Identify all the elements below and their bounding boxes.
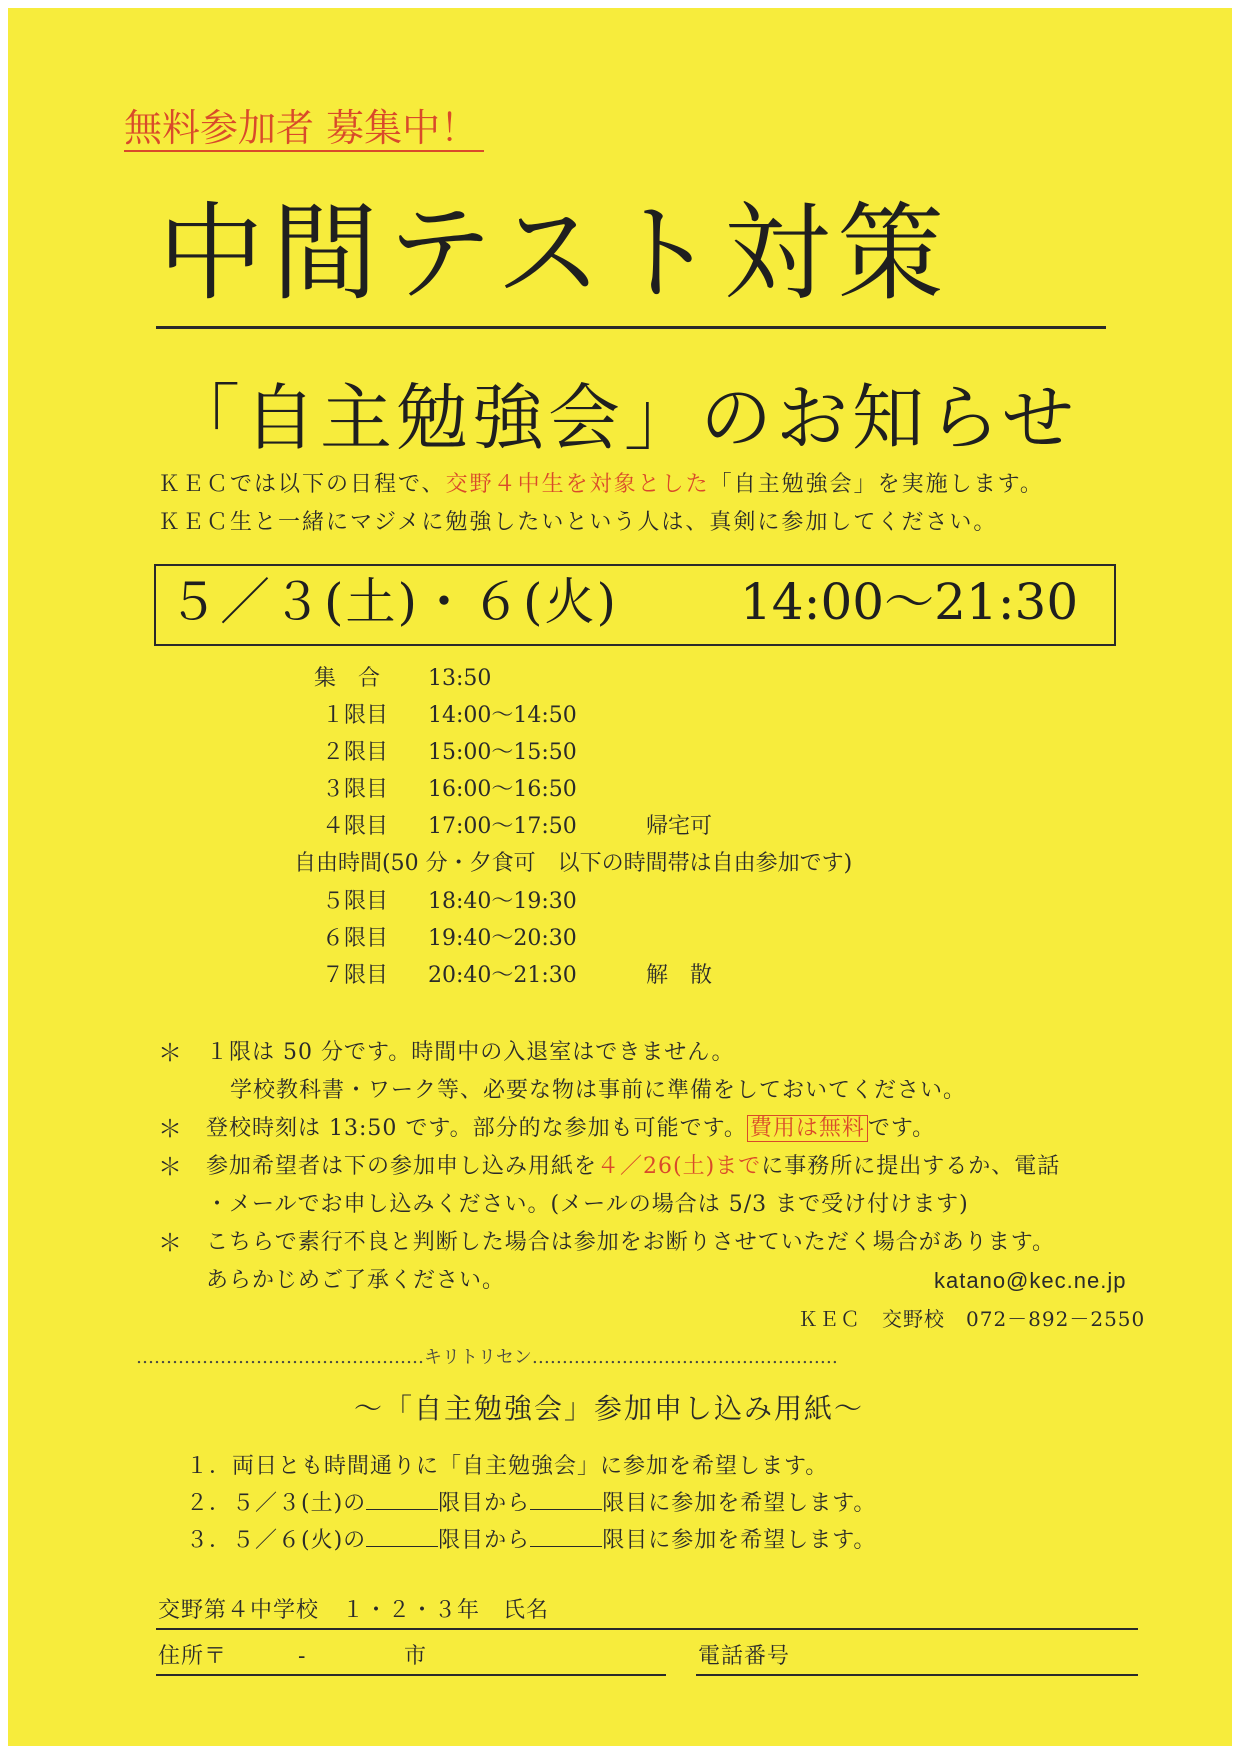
option-end-text: 限目に参加を希望します。: [602, 1491, 877, 1516]
note-4-line-2: あらかじめご了承ください。: [206, 1268, 506, 1293]
note-bullet: ＊: [158, 1229, 182, 1257]
form-option-3: [186, 1526, 876, 1556]
address-city: 市: [404, 1644, 428, 1669]
intro-text-c: 「自主勉強会」を実施します。: [709, 472, 1044, 497]
option-end-text: 限目に参加を希望します。: [602, 1528, 877, 1553]
schedule-note: 解 散: [646, 963, 713, 988]
schedule-label: 集 合: [314, 666, 381, 691]
intro-target-highlight: 交野４中生を対象とした: [445, 472, 710, 497]
flyer-sheet: [8, 8, 1232, 1746]
schedule-time: 20:40～21:30: [428, 963, 577, 988]
schedule-label: ４限目: [322, 814, 389, 839]
address-field-line[interactable]: [156, 1674, 666, 1676]
note-4-line-1: こちらで素行不良と判断した場合は参加をお断りさせていただく場合があります。: [206, 1230, 1056, 1255]
note-1-line-1: １限は 50 分です。時間中の入退室はできません。: [206, 1040, 735, 1065]
title-underline: [156, 326, 1106, 329]
note-2-text-b: です。: [867, 1116, 936, 1141]
contact-email: katano@kec.ne.jp: [934, 1268, 1127, 1293]
schedule-time: 17:00～17:50: [428, 814, 577, 839]
recruit-banner: 無料参加者 募集中！: [124, 106, 484, 152]
address-dash: -: [298, 1644, 307, 1669]
schedule-time: 19:40～20:30: [428, 926, 577, 951]
event-days: ５／３(土)・６(火): [168, 573, 619, 631]
schedule-time: 16:00～16:50: [428, 777, 577, 802]
schedule-time: 13:50: [428, 666, 492, 691]
phone-label: 電話番号: [698, 1644, 791, 1669]
note-3-line-2: ・メールでお申し込みください。(メールの場合は 5/3 まで受け付けます): [206, 1192, 969, 1217]
contact-school-phone: ＫＥＣ 交野校 072－892－2550: [798, 1307, 1146, 1331]
form-option-1: １．両日とも時間通りに「自主勉強会」に参加を希望します。: [186, 1454, 829, 1479]
name-field-line[interactable]: [156, 1628, 1138, 1630]
form-title: ～「自主勉強会」参加申し込み用紙～: [354, 1392, 865, 1425]
option-3-date: ３．５／６(火)の: [186, 1528, 367, 1553]
note-1-line-2: 学校教科書・ワーク等、必要な物は事前に準備をしておいてください。: [230, 1078, 967, 1103]
free-time-note: 自由時間(50 分・夕食可 以下の時間帯は自由参加です): [294, 851, 853, 876]
note-2-text-a: 登校時刻は 13:50 です。部分的な参加も可能です。: [206, 1116, 747, 1141]
schedule-label: ７限目: [322, 963, 389, 988]
schedule-label: ６限目: [322, 926, 389, 951]
intro-line-1: [158, 470, 1044, 500]
period-end-blank[interactable]: [530, 1526, 602, 1547]
schedule-time: 15:00～15:50: [428, 740, 577, 765]
address-label: 住所〒: [158, 1644, 228, 1669]
page-title: 中間テスト対策: [158, 192, 952, 315]
note-bullet: ＊: [158, 1115, 182, 1143]
intro-text-a: ＫＥＣでは以下の日程で、: [158, 472, 446, 497]
note-2: [206, 1114, 935, 1144]
option-2-date: ２．５／３(土)の: [186, 1491, 367, 1516]
deadline-highlight: ４／26(土)まで: [597, 1154, 762, 1179]
period-start-blank[interactable]: [366, 1489, 438, 1510]
schedule-label: ２限目: [322, 740, 389, 765]
option-mid-text: 限目から: [438, 1528, 531, 1553]
period-end-blank[interactable]: [530, 1489, 602, 1510]
note-3-text-a: 参加希望者は下の参加申し込み用紙を: [206, 1154, 598, 1179]
schedule-label: １限目: [322, 703, 389, 728]
page-subtitle: 「自主勉強会」のお知らせ: [168, 376, 1078, 460]
note-3-text-b: に事務所に提出するか、電話: [761, 1154, 1061, 1179]
free-cost-badge: 費用は無料: [747, 1115, 868, 1142]
cut-line: …………………………………………キリトリセン……………………………………………: [136, 1347, 838, 1368]
schedule-note: 帰宅可: [646, 814, 713, 839]
period-start-blank[interactable]: [366, 1526, 438, 1547]
schedule-time: 18:40～19:30: [428, 889, 577, 914]
note-bullet: ＊: [158, 1039, 182, 1067]
note-bullet: ＊: [158, 1153, 182, 1181]
intro-line-2: ＫＥＣ生と一緒にマジメに勉強したいという人は、真剣に参加してください。: [158, 510, 998, 535]
note-3-line-1: [206, 1152, 1060, 1182]
option-mid-text: 限目から: [438, 1491, 531, 1516]
event-time: 14:00～21:30: [740, 573, 1079, 631]
schedule-label: ３限目: [322, 777, 389, 802]
school-grade-name-label: 交野第４中学校 １・２・３年 氏名: [158, 1598, 550, 1623]
schedule-label: ５限目: [322, 889, 389, 914]
form-option-2: [186, 1489, 876, 1519]
phone-field-line[interactable]: [696, 1674, 1138, 1676]
schedule-time: 14:00～14:50: [428, 703, 577, 728]
